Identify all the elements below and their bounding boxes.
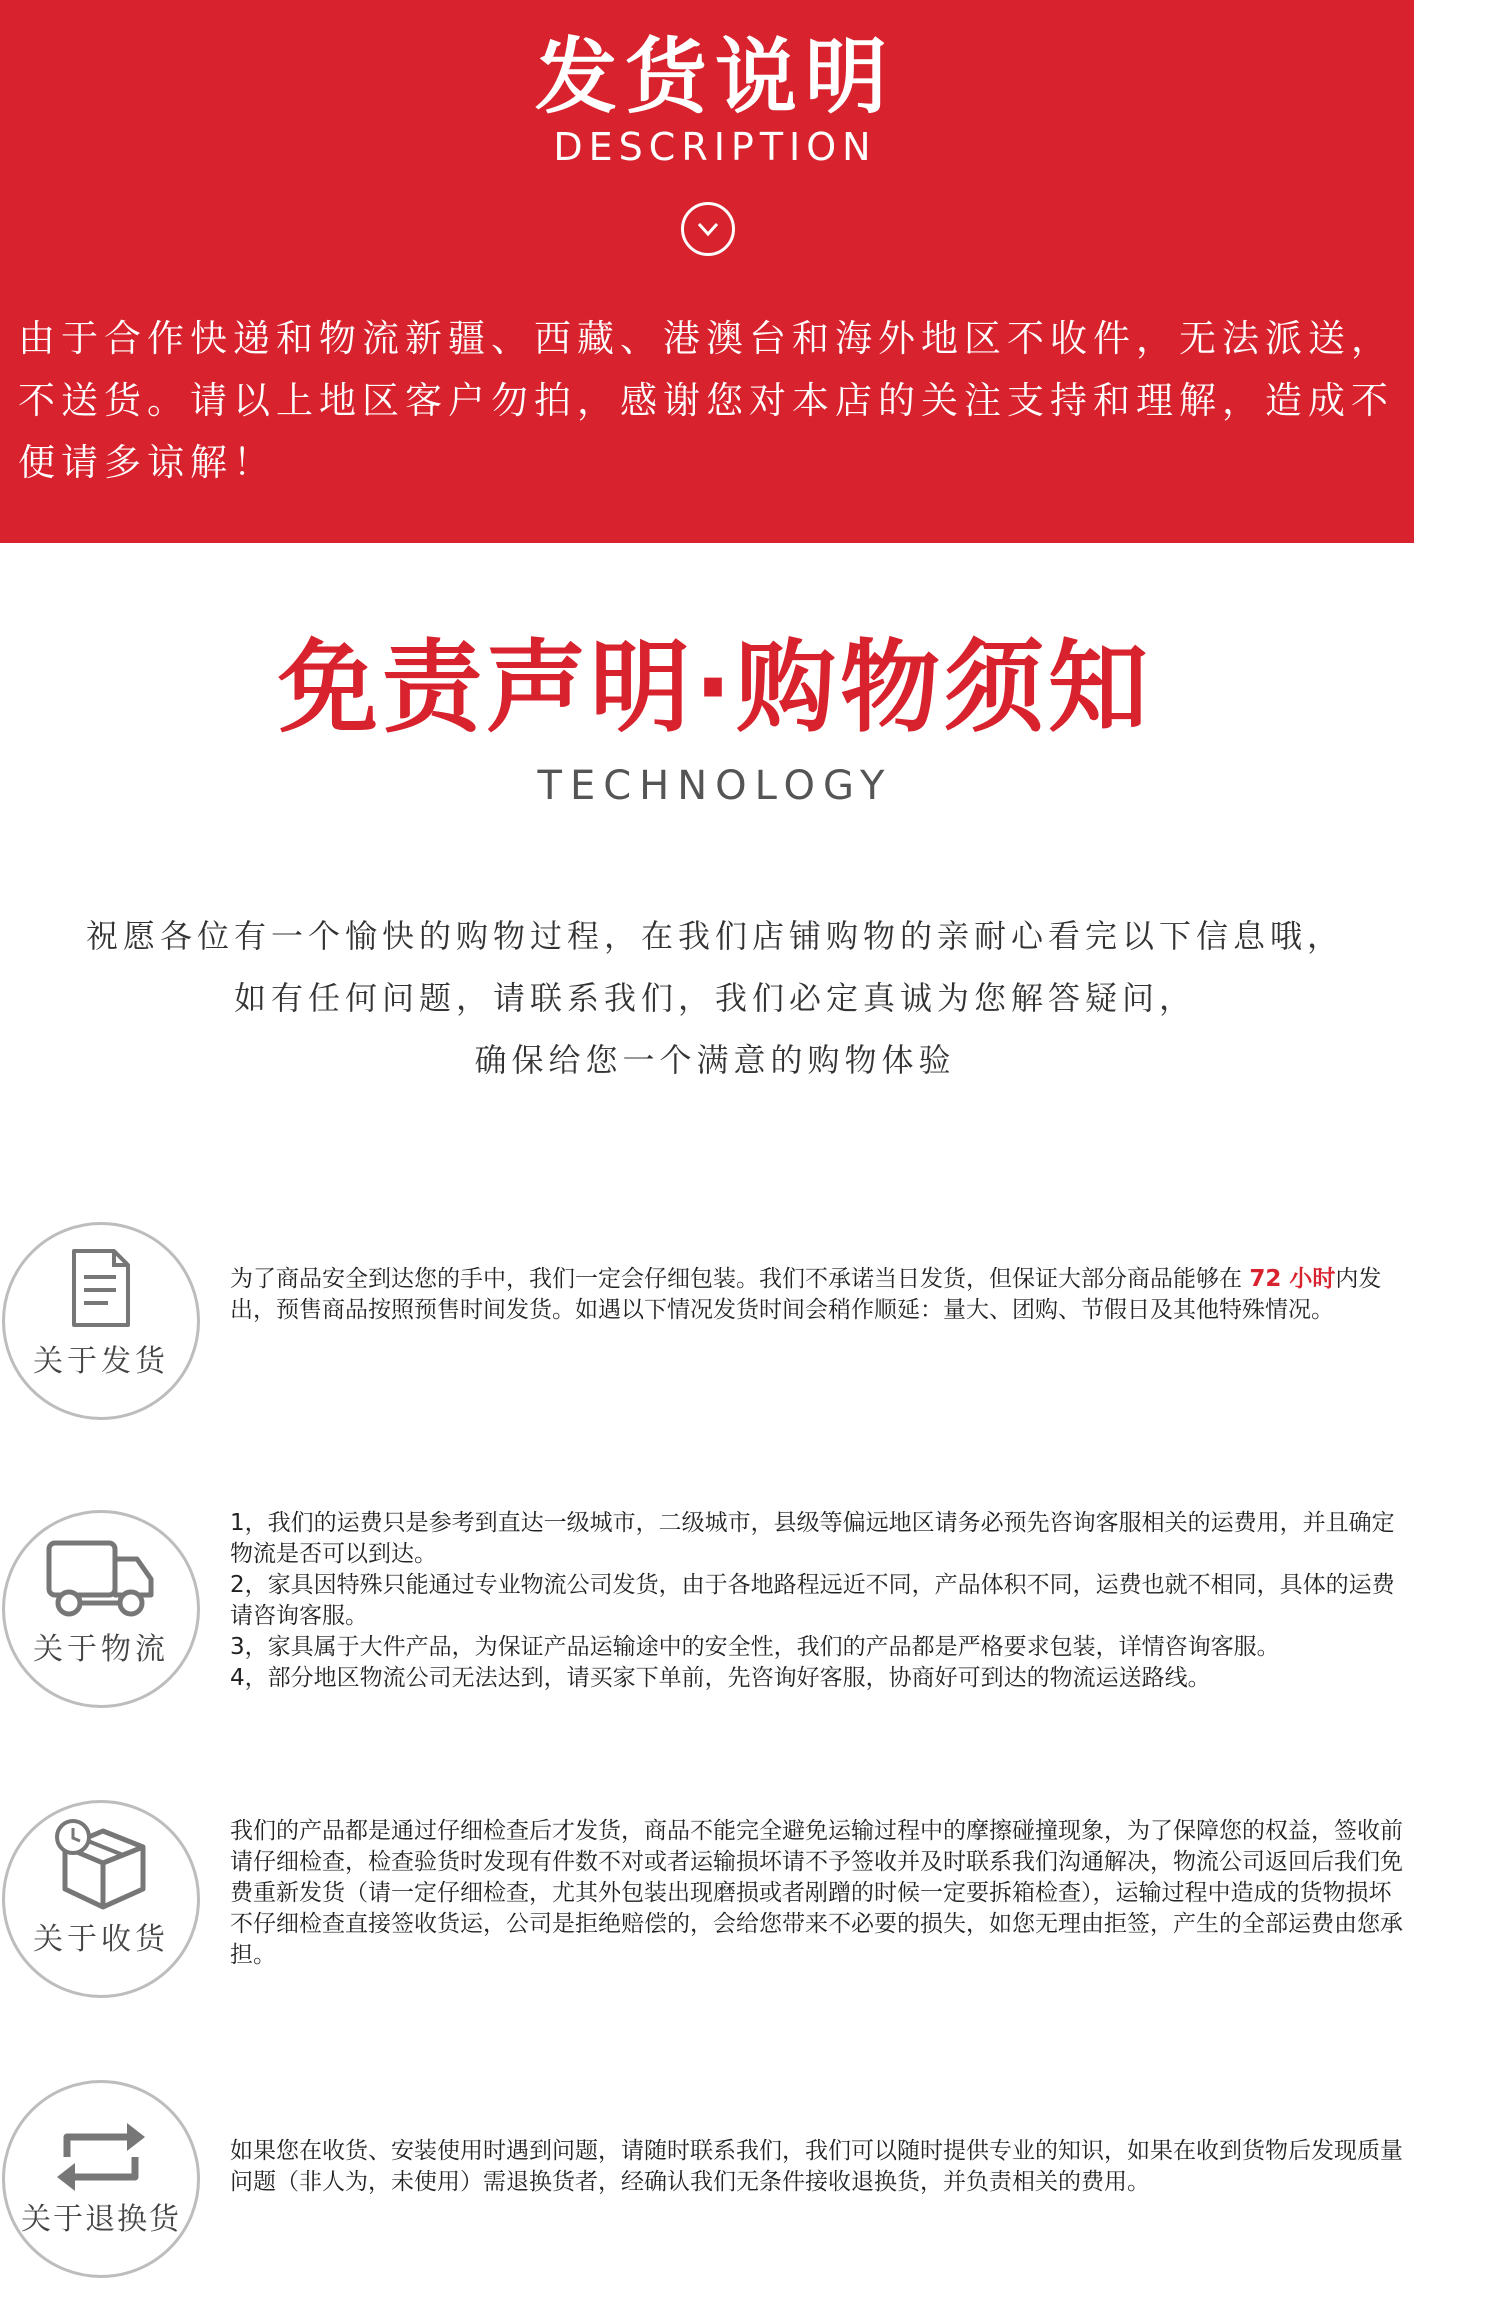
chevron-down-icon [681,202,735,256]
exchange-arrows-icon [53,2117,149,2197]
logistics-badge [2,1510,200,1708]
package-clock-icon [51,1817,151,1913]
intro-line: 祝愿各位有一个愉快的购物过程，在我们店铺购物的亲耐心看完以下信息哦， [85,917,1344,955]
banner-notice-line: 不送货。请以上地区客户勿拍，感谢您对本店的关注支持和理解，造成不 [18,379,1394,422]
text-part: 为了商品安全到达您的手中，我们一定会仔细包装。我们不承诺当日发货，但保证大部分商品能够在 [230,1266,1250,1292]
banner-title: 发货说明 [534,30,895,125]
returns-paragraph: 如果您在收货、安装使用时遇到问题，请随时联系我们，我们可以随时提供专业的知识，如果在收到货物后发现质量问题（非人为，未使用）需退换货者，经确认我们无条件接收退换货，并负责相关的费用。 [230,2138,1403,2195]
receiving-badge [2,1800,200,1998]
section-label: 关于物流 [33,1632,169,1667]
document-icon [66,1247,136,1331]
logistics-item: 4，部分地区物流公司无法达到，请买家下单前，先咨询好客服，协商好可到达的物流运送路线。 [230,1665,1211,1691]
section-label: 关于退换货 [21,2202,181,2237]
logistics-item: 2，家具因特殊只能通过专业物流公司发货，由于各地路程远近不同，产品体积不同，运费也就不相同，具体的运费请咨询客服。 [230,1572,1395,1629]
banner-notice [18,308,1414,494]
section-text [230,1508,1410,1694]
intro-line: 确保给您一个满意的购物体验 [474,1041,956,1079]
section-text [230,1264,1410,1326]
section-label: 关于发货 [33,1344,169,1379]
section-text [230,2136,1410,2198]
banner-notice-line: 由于合作快递和物流新疆、西藏、港澳台和海外地区不收件，无法派送， [18,317,1394,360]
banner-notice-line: 便请多谅解！ [18,441,276,484]
shipping-banner [0,0,1414,543]
section-text [230,1816,1410,1971]
intro-line: 如有任何问题，请联系我们，我们必定真诚为您解答疑问， [233,979,1196,1017]
receiving-paragraph: 我们的产品都是通过仔细检查后才发货，商品不能完全避免运输过程中的摩擦碰撞现象，为了保障您的权益，签收前请仔细检查，检查验货时发现有件数不对或者运输损坏请不予签收并及时联系我们沟通解决，物流公司返回后我们免费重新发货（请一定仔细检查，尤其外包装出现磨损或者剐蹭的时候一定要拆箱检查），运输过程中造成的货物损坏不仔细检查直接签收货运，公司是拒绝赔偿的，会给您带来不必要的损失，如您无理由拒签，产生的全部运费由您承担。 [230,1818,1403,1968]
shipping-badge [2,1222,200,1420]
disclaimer-title: 免责声明·购物须知 [278,629,1152,746]
highlight-72-hours: 72 小时 [1249,1266,1336,1292]
disclaimer-subtitle: TECHNOLOGY [537,763,893,809]
logistics-item: 1，我们的运费只是参考到直达一级城市，二级城市，县级等偏远地区请务必预先咨询客服相关的运费用，并且确定物流是否可以到达。 [230,1510,1395,1567]
text-part: 内发出，预售商品按照预售时间发货。如遇以下情况发货时间会稍作顺延：量大、团购、节假日及其他特殊情况。 [230,1266,1382,1323]
returns-badge [2,2080,200,2278]
intro-text [0,905,1430,1091]
banner-subtitle: DESCRIPTION [553,125,877,169]
truck-icon [39,1531,163,1631]
logistics-item: 3，家具属于大件产品，为保证产品运输途中的安全性，我们的产品都是严格要求包装，详情咨询客服。 [230,1634,1280,1660]
section-label: 关于收货 [33,1922,169,1957]
